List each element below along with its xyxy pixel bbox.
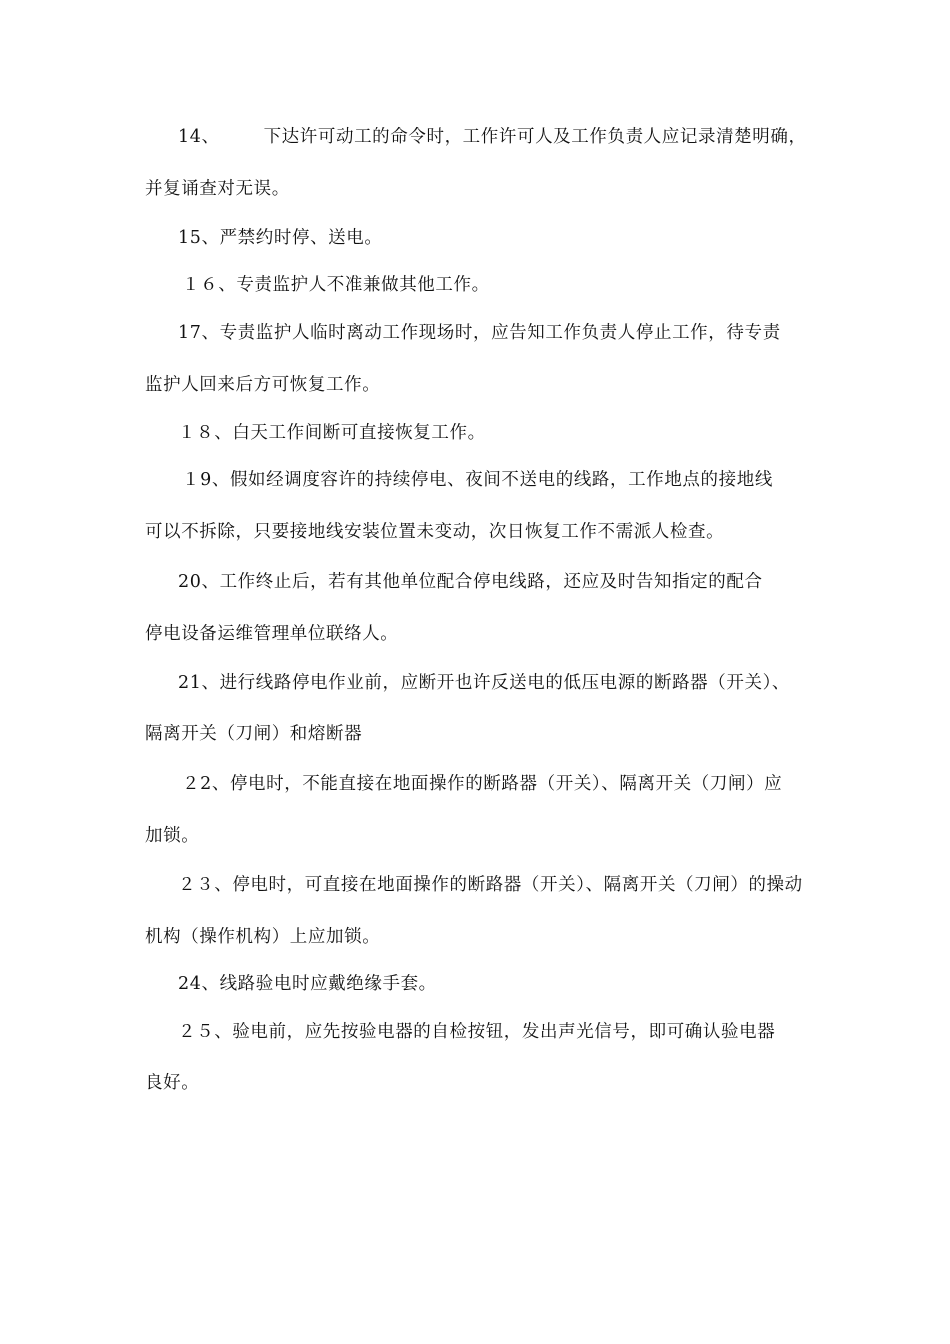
paragraph-14-line-1: [178, 125, 807, 149]
paragraph-22-line-2: [145, 824, 199, 848]
paragraph-25-line-1: [178, 1020, 775, 1044]
item-number: １６、: [182, 275, 237, 295]
item-text: 严禁约时停、送电。: [219, 228, 383, 248]
item-number: 15、: [178, 228, 220, 248]
item-text: 假如经调度容许的持续停电、夜间不送电的线路，工作地点的接地线: [229, 470, 773, 490]
item-text-continued: 可以不拆除，只要接地线安装位置未变动，次日恢复工作不需派人检查。: [145, 522, 725, 542]
paragraph-19-line-1: [182, 468, 773, 492]
item-text: 白天工作间断可直接恢复工作。: [232, 423, 486, 443]
item-text: 线路验电时应戴绝缘手套。: [219, 974, 437, 994]
paragraph-21-line-2: [145, 722, 362, 746]
item-number: 20、: [178, 572, 220, 592]
paragraph-20-line-2: [145, 622, 398, 646]
item-number: １9、: [182, 470, 230, 490]
paragraph-23-line-1: [178, 873, 803, 897]
item-number: １８、: [178, 423, 233, 443]
item-text: 验电前，应先按验电器的自检按钮，发出声光信号，即可确认验电器: [232, 1022, 776, 1042]
item-number: 14、: [178, 127, 220, 147]
paragraph-21-line-1: [178, 671, 790, 695]
item-text-continued: 停电设备运维管理单位联络人。: [145, 624, 399, 644]
item-text: 停电时，不能直接在地面操作的断路器（开关）、隔离开关（刀闸）应: [229, 774, 783, 794]
paragraph-20-line-1: [178, 570, 763, 594]
item-text-continued: 良好。: [145, 1073, 200, 1093]
item-text: 专责监护人临时离动工作现场时，应告知工作负责人停止工作，待专责: [219, 323, 781, 343]
item-text-continued: 并复诵查对无误。: [145, 179, 290, 199]
item-number: 24、: [178, 974, 220, 994]
item-number: ２2、: [182, 774, 230, 794]
item-text: 工作终止后，若有其他单位配合停电线路，还应及时告知指定的配合: [219, 572, 763, 592]
item-text: 专责监护人不准兼做其他工作。: [236, 275, 490, 295]
paragraph-23-line-2: [145, 925, 380, 949]
paragraph-17-line-2: [145, 373, 380, 397]
item-text: 下达许可动工的命令时，工作许可人及工作负责人应记录清楚明确，: [263, 127, 807, 147]
item-number: 21、: [178, 673, 220, 693]
item-text-continued: 机构（操作机构）上应加锁。: [145, 927, 381, 947]
paragraph-24: [178, 972, 437, 996]
item-number: 17、: [178, 323, 220, 343]
item-text: 停电时，可直接在地面操作的断路器（开关）、隔离开关（刀闸）的操动: [232, 875, 803, 895]
item-text-continued: 隔离开关（刀闸）和熔断器: [145, 724, 363, 744]
paragraph-19-line-2: [145, 520, 724, 544]
paragraph-22-line-1: [182, 772, 782, 796]
paragraph-14-line-2: [145, 177, 290, 201]
item-number: ２５、: [178, 1022, 233, 1042]
item-text-continued: 加锁。: [145, 826, 200, 846]
paragraph-15: [178, 226, 382, 250]
paragraph-17-line-1: [178, 321, 781, 345]
paragraph-16: [182, 273, 490, 297]
item-text: 进行线路停电作业前，应断开也许反送电的低压电源的断路器（开关）、: [219, 673, 791, 693]
paragraph-25-line-2: [145, 1071, 199, 1095]
paragraph-18: [178, 421, 486, 445]
item-text-continued: 监护人回来后方可恢复工作。: [145, 375, 381, 395]
item-number: ２３、: [178, 875, 233, 895]
